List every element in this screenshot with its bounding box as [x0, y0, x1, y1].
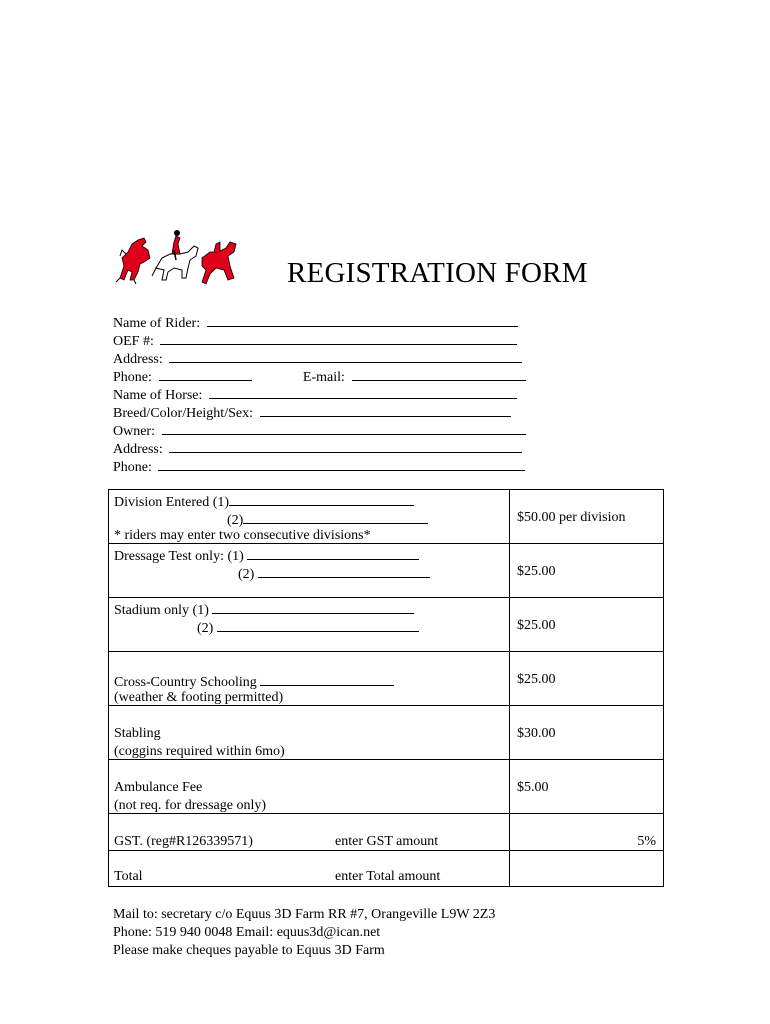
cross-country-label: Cross-Country Schooling — [114, 675, 257, 690]
ambulance-label: Ambulance Fee — [114, 780, 203, 795]
owner-phone-field[interactable] — [158, 456, 525, 471]
equestrian-logo — [110, 228, 240, 288]
table-row — [109, 544, 664, 598]
gst-amount-cell[interactable] — [510, 814, 664, 851]
horse-rider-icon — [152, 230, 198, 280]
table-row — [109, 598, 664, 652]
stadium-2-field[interactable] — [217, 617, 419, 632]
stadium-label-2: (2) — [197, 621, 214, 636]
field-label: Name of Rider: — [113, 316, 201, 331]
rider-address-field[interactable] — [169, 348, 522, 363]
table-row — [109, 814, 664, 851]
rider-email-field[interactable] — [352, 366, 526, 381]
stadium-cell — [109, 598, 510, 652]
owner-field[interactable] — [162, 420, 526, 435]
rider-name-field[interactable] — [207, 312, 518, 327]
horse-right-icon — [202, 242, 236, 284]
stabling-note: (coggins required within 6mo) — [114, 744, 285, 759]
division-2-field[interactable] — [243, 509, 428, 524]
stabling-cell — [109, 706, 510, 760]
field-label: Owner: — [113, 424, 155, 439]
payment-note: Please make cheques payable to Equus 3D Farm — [113, 943, 385, 958]
horse-left-icon — [116, 238, 150, 284]
field-label: Breed/Color/Height/Sex: — [113, 406, 253, 421]
dressage-2-field[interactable] — [258, 563, 430, 578]
stadium-1-field[interactable] — [212, 599, 414, 614]
cross-country-note: (weather & footing permitted) — [114, 690, 284, 705]
ambulance-amount-cell — [510, 760, 664, 814]
breed-field[interactable] — [260, 402, 511, 417]
cross-country-cell — [109, 652, 510, 706]
ambulance-cell — [109, 760, 510, 814]
dressage-amount: $25.00 — [517, 564, 556, 579]
oef-field[interactable] — [160, 330, 517, 345]
total-label: Total — [114, 869, 143, 884]
cross-country-field[interactable] — [260, 671, 394, 686]
table-row — [109, 851, 664, 887]
field-label: Name of Horse: — [113, 388, 203, 403]
mailing-info — [113, 906, 495, 960]
table-row — [109, 652, 664, 706]
page-title: REGISTRATION FORM — [287, 257, 588, 289]
gst-instruction: enter GST amount — [335, 834, 439, 849]
division-cell — [109, 490, 510, 544]
division-label-2: (2) — [227, 513, 244, 528]
stabling-label: Stabling — [114, 726, 161, 741]
division-amount: $50.00 per division — [517, 510, 626, 525]
ambulance-amount: $5.00 — [517, 780, 549, 795]
owner-address-field[interactable] — [169, 438, 522, 453]
field-label: E-mail: — [302, 370, 345, 385]
total-cell — [109, 851, 510, 887]
stadium-amount: $25.00 — [517, 618, 556, 633]
rider-phone-field[interactable] — [159, 366, 252, 381]
contact-info: Phone: 519 940 0048 Email: equus3d@ican.net — [113, 925, 381, 940]
field-label: Phone: — [113, 460, 152, 475]
ambulance-note: (not req. for dressage only) — [114, 798, 267, 813]
mailing-address: Mail to: secretary c/o Equus 3D Farm RR #7, Orangeville L9W 2Z3 — [113, 907, 496, 922]
dressage-1-field[interactable] — [247, 545, 419, 560]
stabling-amount: $30.00 — [517, 726, 556, 741]
dressage-amount-cell — [510, 544, 664, 598]
field-label: Phone: — [113, 370, 152, 385]
table-row — [109, 490, 664, 544]
fee-table — [108, 489, 664, 887]
total-instruction: enter Total amount — [335, 869, 441, 884]
owner-phone-row — [113, 456, 525, 477]
field-label: Address: — [113, 442, 163, 457]
gst-rate: 5% — [637, 834, 656, 849]
table-row — [109, 706, 664, 760]
horse-name-field[interactable] — [209, 384, 517, 399]
field-label: OEF #: — [113, 334, 154, 349]
stadium-amount-cell — [510, 598, 664, 652]
division-1-field[interactable] — [229, 491, 414, 506]
stadium-label-1: Stadium only (1) — [114, 603, 209, 618]
division-label-1: Division Entered (1) — [114, 495, 230, 510]
field-label: Address: — [113, 352, 163, 367]
cross-country-amount-cell — [510, 652, 664, 706]
dressage-cell — [109, 544, 510, 598]
dressage-label-2: (2) — [238, 567, 255, 582]
dressage-label-1: Dressage Test only: (1) — [114, 549, 244, 564]
table-row — [109, 760, 664, 814]
stabling-amount-cell — [510, 706, 664, 760]
division-amount-cell — [510, 490, 664, 544]
total-amount-cell[interactable] — [510, 851, 664, 887]
gst-cell — [109, 814, 510, 851]
cross-country-amount: $25.00 — [517, 672, 556, 687]
gst-label: GST. (reg#R126339571) — [114, 834, 253, 849]
division-note: * riders may enter two consecutive divisions* — [114, 528, 371, 543]
